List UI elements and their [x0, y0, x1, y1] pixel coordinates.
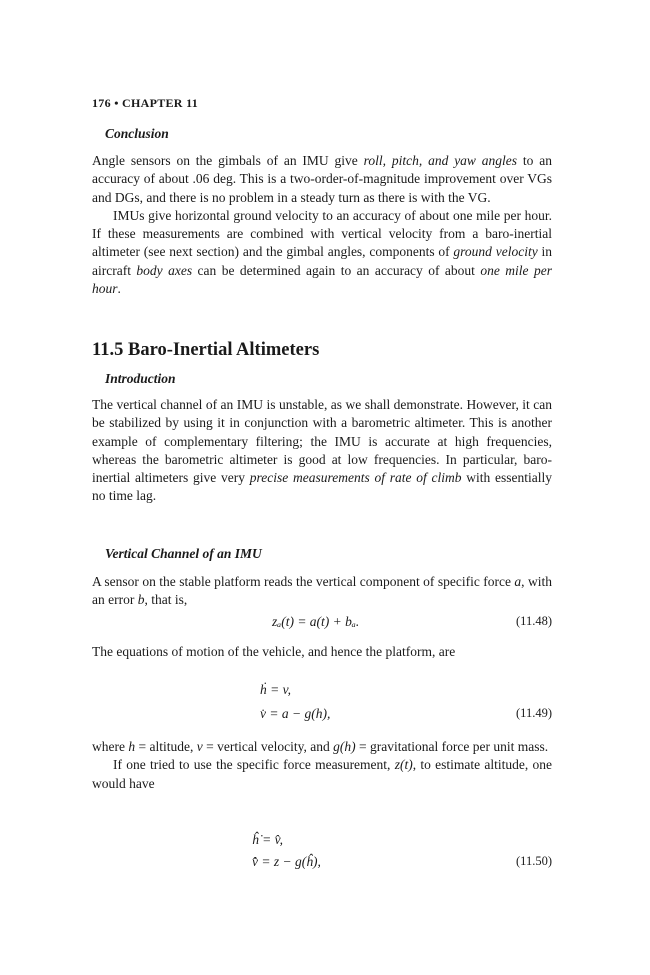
introduction-text [92, 396, 552, 506]
equation-11-48-number: (11.48) [516, 614, 552, 628]
equation-11-50-line-1 [92, 832, 552, 852]
vertical-text-block [92, 738, 552, 793]
conclusion-paragraph-1: Angle sensors on the gimbals of an IMU give roll, pitch, and yaw angles to an accuracy of about .06 deg. This is a two-order-of-magnitude improvement over VGs and DGs, and there is no problem in a steady turn as there is with the VG. [92, 153, 552, 205]
equation-11-48 [92, 614, 552, 634]
conclusion-heading: Conclusion [105, 126, 169, 141]
conclusion-paragraph-2: IMUs give horizontal ground velocity to an accuracy of about one mile per hour. If these measurements are combined with vertical velocity from a baro-inertial altimeter (see next section) and the gimbal angles, components of ground velocity in aircraft body axes can be determined again to an accuracy of about one mile per hour. [92, 207, 552, 297]
vertical-channel-heading: Vertical Channel of an IMU [105, 546, 262, 561]
equation-11-49-line-1-body: ḣ = v, [260, 682, 291, 697]
conclusion-text [92, 152, 552, 298]
vertical-paragraph-2: The equations of motion of the vehicle, and hence the platform, are [92, 644, 456, 659]
equation-11-50-line-2-body: v̂̇ = z − g(ĥ), [252, 854, 321, 869]
running-header: 176 • CHAPTER 11 [92, 96, 199, 110]
vertical-paragraph-4: If one tried to use the specific force measurement, z(t), to estimate altitude, one would have [92, 757, 552, 791]
equation-11-50-number: (11.50) [516, 854, 552, 868]
vertical-paragraph-1: A sensor on the stable platform reads the vertical component of specific force a, with an error b, that is, [92, 574, 552, 608]
equation-11-50-line-2 [92, 854, 552, 874]
equation-11-48-body: zₐ(t) = a(t) + bₐ. [272, 614, 360, 629]
equation-11-49-line-2 [92, 706, 552, 726]
vertical-paragraph-2-block [92, 643, 552, 661]
section-title: 11.5 Baro-Inertial Altimeters [92, 340, 320, 360]
vertical-paragraph-3: where h = altitude, v = vertical velocity, and g(h) = gravitational force per unit mass. [92, 739, 549, 754]
equation-11-49-line-2-body: v̇ = a − g(h), [260, 706, 331, 721]
introduction-heading: Introduction [105, 371, 176, 386]
introduction-paragraph: The vertical channel of an IMU is unstable, as we shall demonstrate. However, it can be stabilized by using it in conjunction with a barometric altimeter. This is another example of complementary filtering; the IMU is accurate at high frequencies, whereas the barometric altimeter is good at low frequencies. In particular, baro-inertial altimeters give very precise measurements of rate of climb with essentially no time lag. [92, 397, 552, 504]
equation-11-49-number: (11.49) [516, 706, 552, 720]
vertical-paragraph-1-block [92, 573, 552, 610]
equation-11-49-line-1 [92, 682, 552, 702]
equation-11-50-line-1-body: ĥ̇ = v̂, [252, 832, 283, 847]
